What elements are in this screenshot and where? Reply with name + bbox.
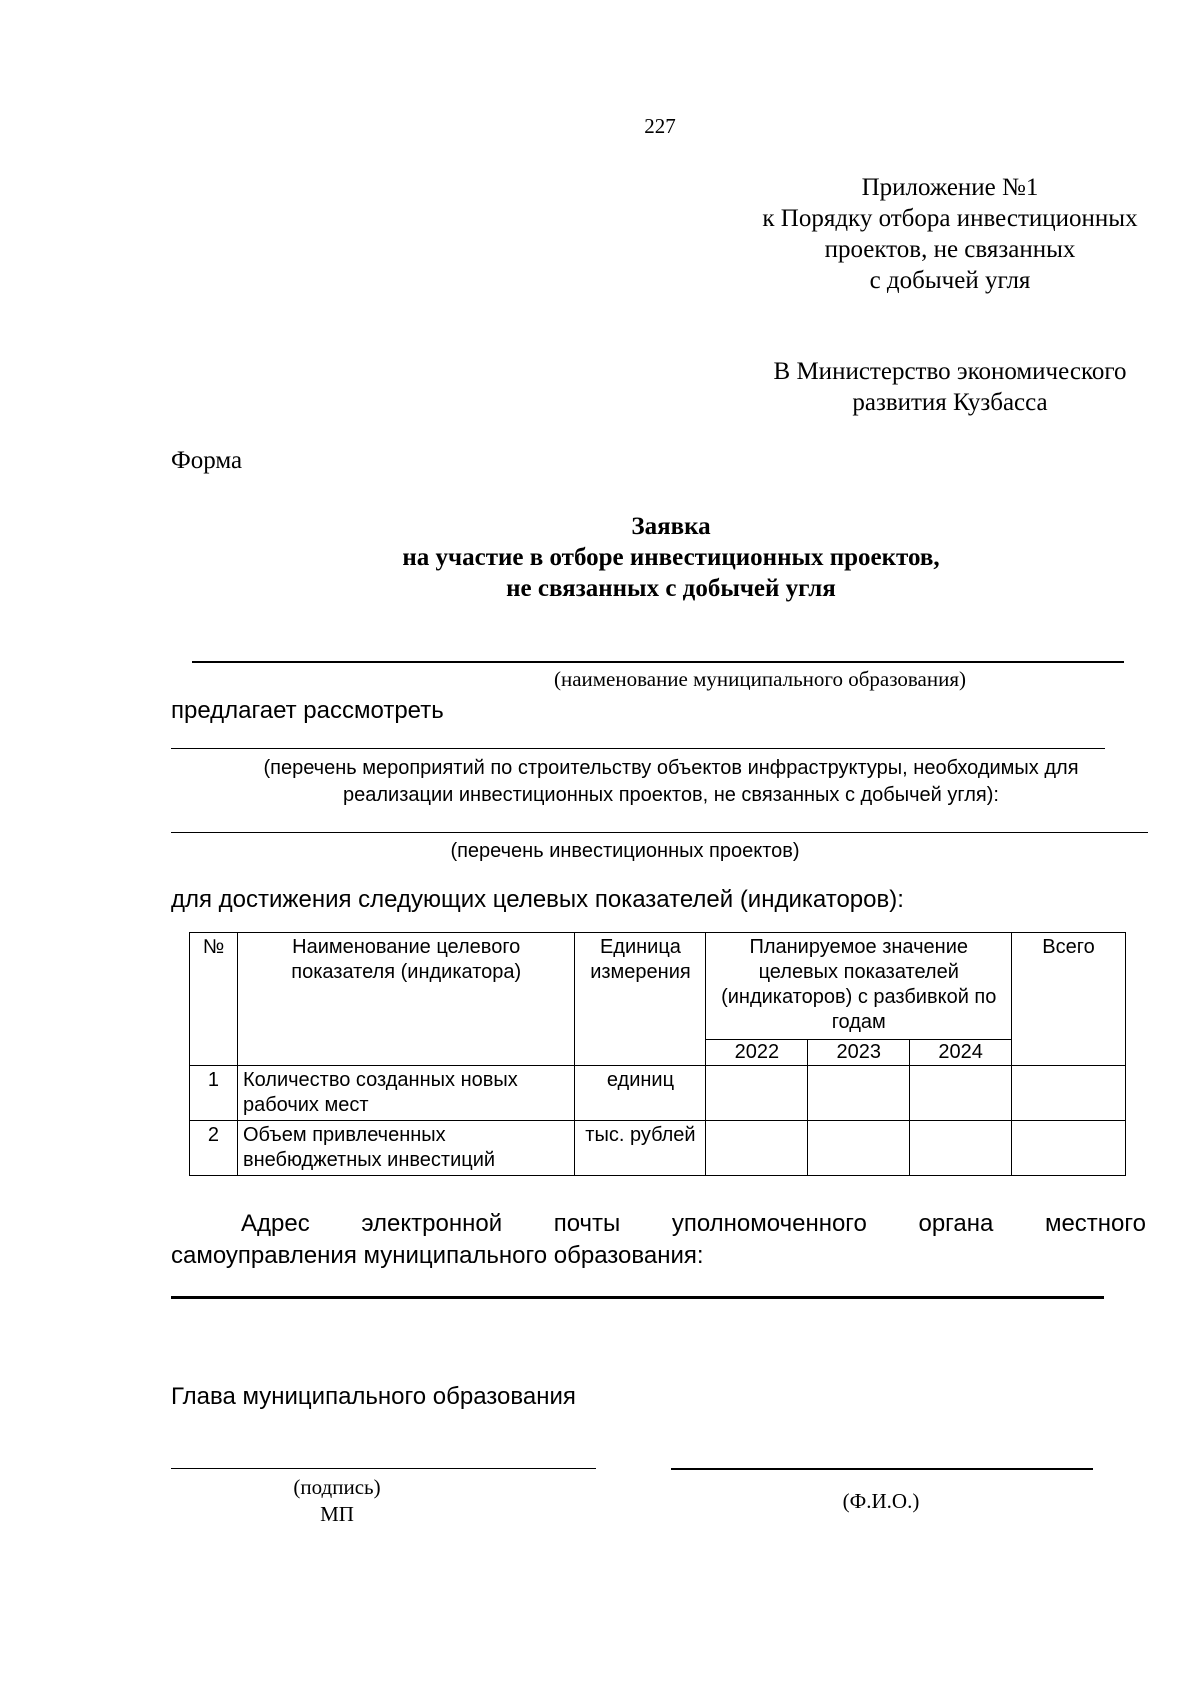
municipality-line[interactable] xyxy=(192,661,1124,663)
appendix-line: проектов, не связанных xyxy=(824,236,1076,263)
header-year: 2022 xyxy=(706,1040,808,1066)
header-unit: Единица измерения xyxy=(575,933,706,1066)
seal-label: МП xyxy=(320,1502,354,1526)
email-word: электронной xyxy=(361,1210,503,1237)
appendix-line: Приложение №1 xyxy=(861,174,1039,201)
row-num: 1 xyxy=(190,1066,238,1121)
addressee-line: развития Кузбасса xyxy=(852,389,1048,416)
appendix-line: с добычей угля xyxy=(869,267,1031,294)
header-indicator-name: Наименование целевого показателя (индикатора) xyxy=(237,933,575,1066)
head-label: Глава муниципального образования xyxy=(171,1383,576,1410)
email-line-1 xyxy=(171,1208,1146,1240)
row-cell-2023[interactable] xyxy=(808,1121,910,1176)
indicators-table xyxy=(189,932,1126,1176)
activities-caption xyxy=(171,755,1171,809)
row-cell-total[interactable] xyxy=(1012,1121,1126,1176)
email-word: местного xyxy=(1044,1210,1146,1237)
appendix-block xyxy=(700,172,1200,296)
document-title xyxy=(171,511,1171,604)
row-unit: тыс. рублей xyxy=(575,1121,706,1176)
row-unit: единиц xyxy=(575,1066,706,1121)
form-label: Форма xyxy=(171,447,243,474)
activities-caption-line: реализации инвестиционных проектов, не связанных с добычей угля): xyxy=(343,784,999,806)
email-line-2: самоуправления муниципального образования: xyxy=(171,1242,704,1269)
title-line: Заявка xyxy=(631,513,711,540)
row-num: 2 xyxy=(190,1121,238,1176)
title-line: не связанных с добычей угля xyxy=(506,575,836,602)
email-fill-line[interactable] xyxy=(171,1296,1104,1299)
projects-line[interactable] xyxy=(171,832,1148,833)
header-num: № xyxy=(190,933,238,1066)
row-indicator-name: Количество созданных новых рабочих мест xyxy=(237,1066,575,1121)
header-total: Всего xyxy=(1012,933,1126,1066)
proposes-text: предлагает рассмотреть xyxy=(171,697,444,724)
title-line: на участие в отборе инвестиционных проектов, xyxy=(402,544,940,571)
indicators-intro: для достижения следующих целевых показателей (индикаторов): xyxy=(171,886,904,913)
email-word: уполномоченного xyxy=(671,1210,867,1237)
row-cell-2022[interactable] xyxy=(706,1121,808,1176)
header-year: 2023 xyxy=(808,1040,910,1066)
signature-caption: (подпись) xyxy=(293,1475,381,1499)
appendix-line: к Порядку отбора инвестиционных xyxy=(762,205,1138,232)
row-cell-2022[interactable] xyxy=(706,1066,808,1121)
email-word: органа xyxy=(918,1210,994,1237)
row-cell-total[interactable] xyxy=(1012,1066,1126,1121)
row-cell-2023[interactable] xyxy=(808,1066,910,1121)
activities-caption-line: (перечень мероприятий по строительству объектов инфраструктуры, необходимых для xyxy=(263,757,1079,779)
row-cell-2024[interactable] xyxy=(910,1066,1012,1121)
projects-caption: (перечень инвестиционных проектов) xyxy=(450,840,800,862)
municipality-caption: (наименование муниципального образования) xyxy=(553,667,967,691)
signature-line[interactable] xyxy=(171,1468,596,1469)
page-number: 227 xyxy=(644,114,676,138)
row-indicator-name: Объем привлеченных внебюджетных инвестиций xyxy=(237,1121,575,1176)
fio-line[interactable] xyxy=(671,1468,1093,1470)
header-planned-value: Планируемое значение целевых показателей (индикаторов) с разбивкой по годам xyxy=(706,933,1012,1040)
table-row xyxy=(190,1066,1126,1121)
email-word: Адрес xyxy=(241,1210,310,1237)
addressee-line: В Министерство экономического xyxy=(773,358,1127,385)
email-paragraph xyxy=(171,1208,1146,1272)
table-row xyxy=(190,1121,1126,1176)
email-word: почты xyxy=(553,1210,621,1237)
header-year: 2024 xyxy=(910,1040,1012,1066)
addressee-block xyxy=(700,356,1200,418)
fio-caption: (Ф.И.О.) xyxy=(842,1489,920,1513)
activities-line[interactable] xyxy=(171,748,1105,749)
row-cell-2024[interactable] xyxy=(910,1121,1012,1176)
